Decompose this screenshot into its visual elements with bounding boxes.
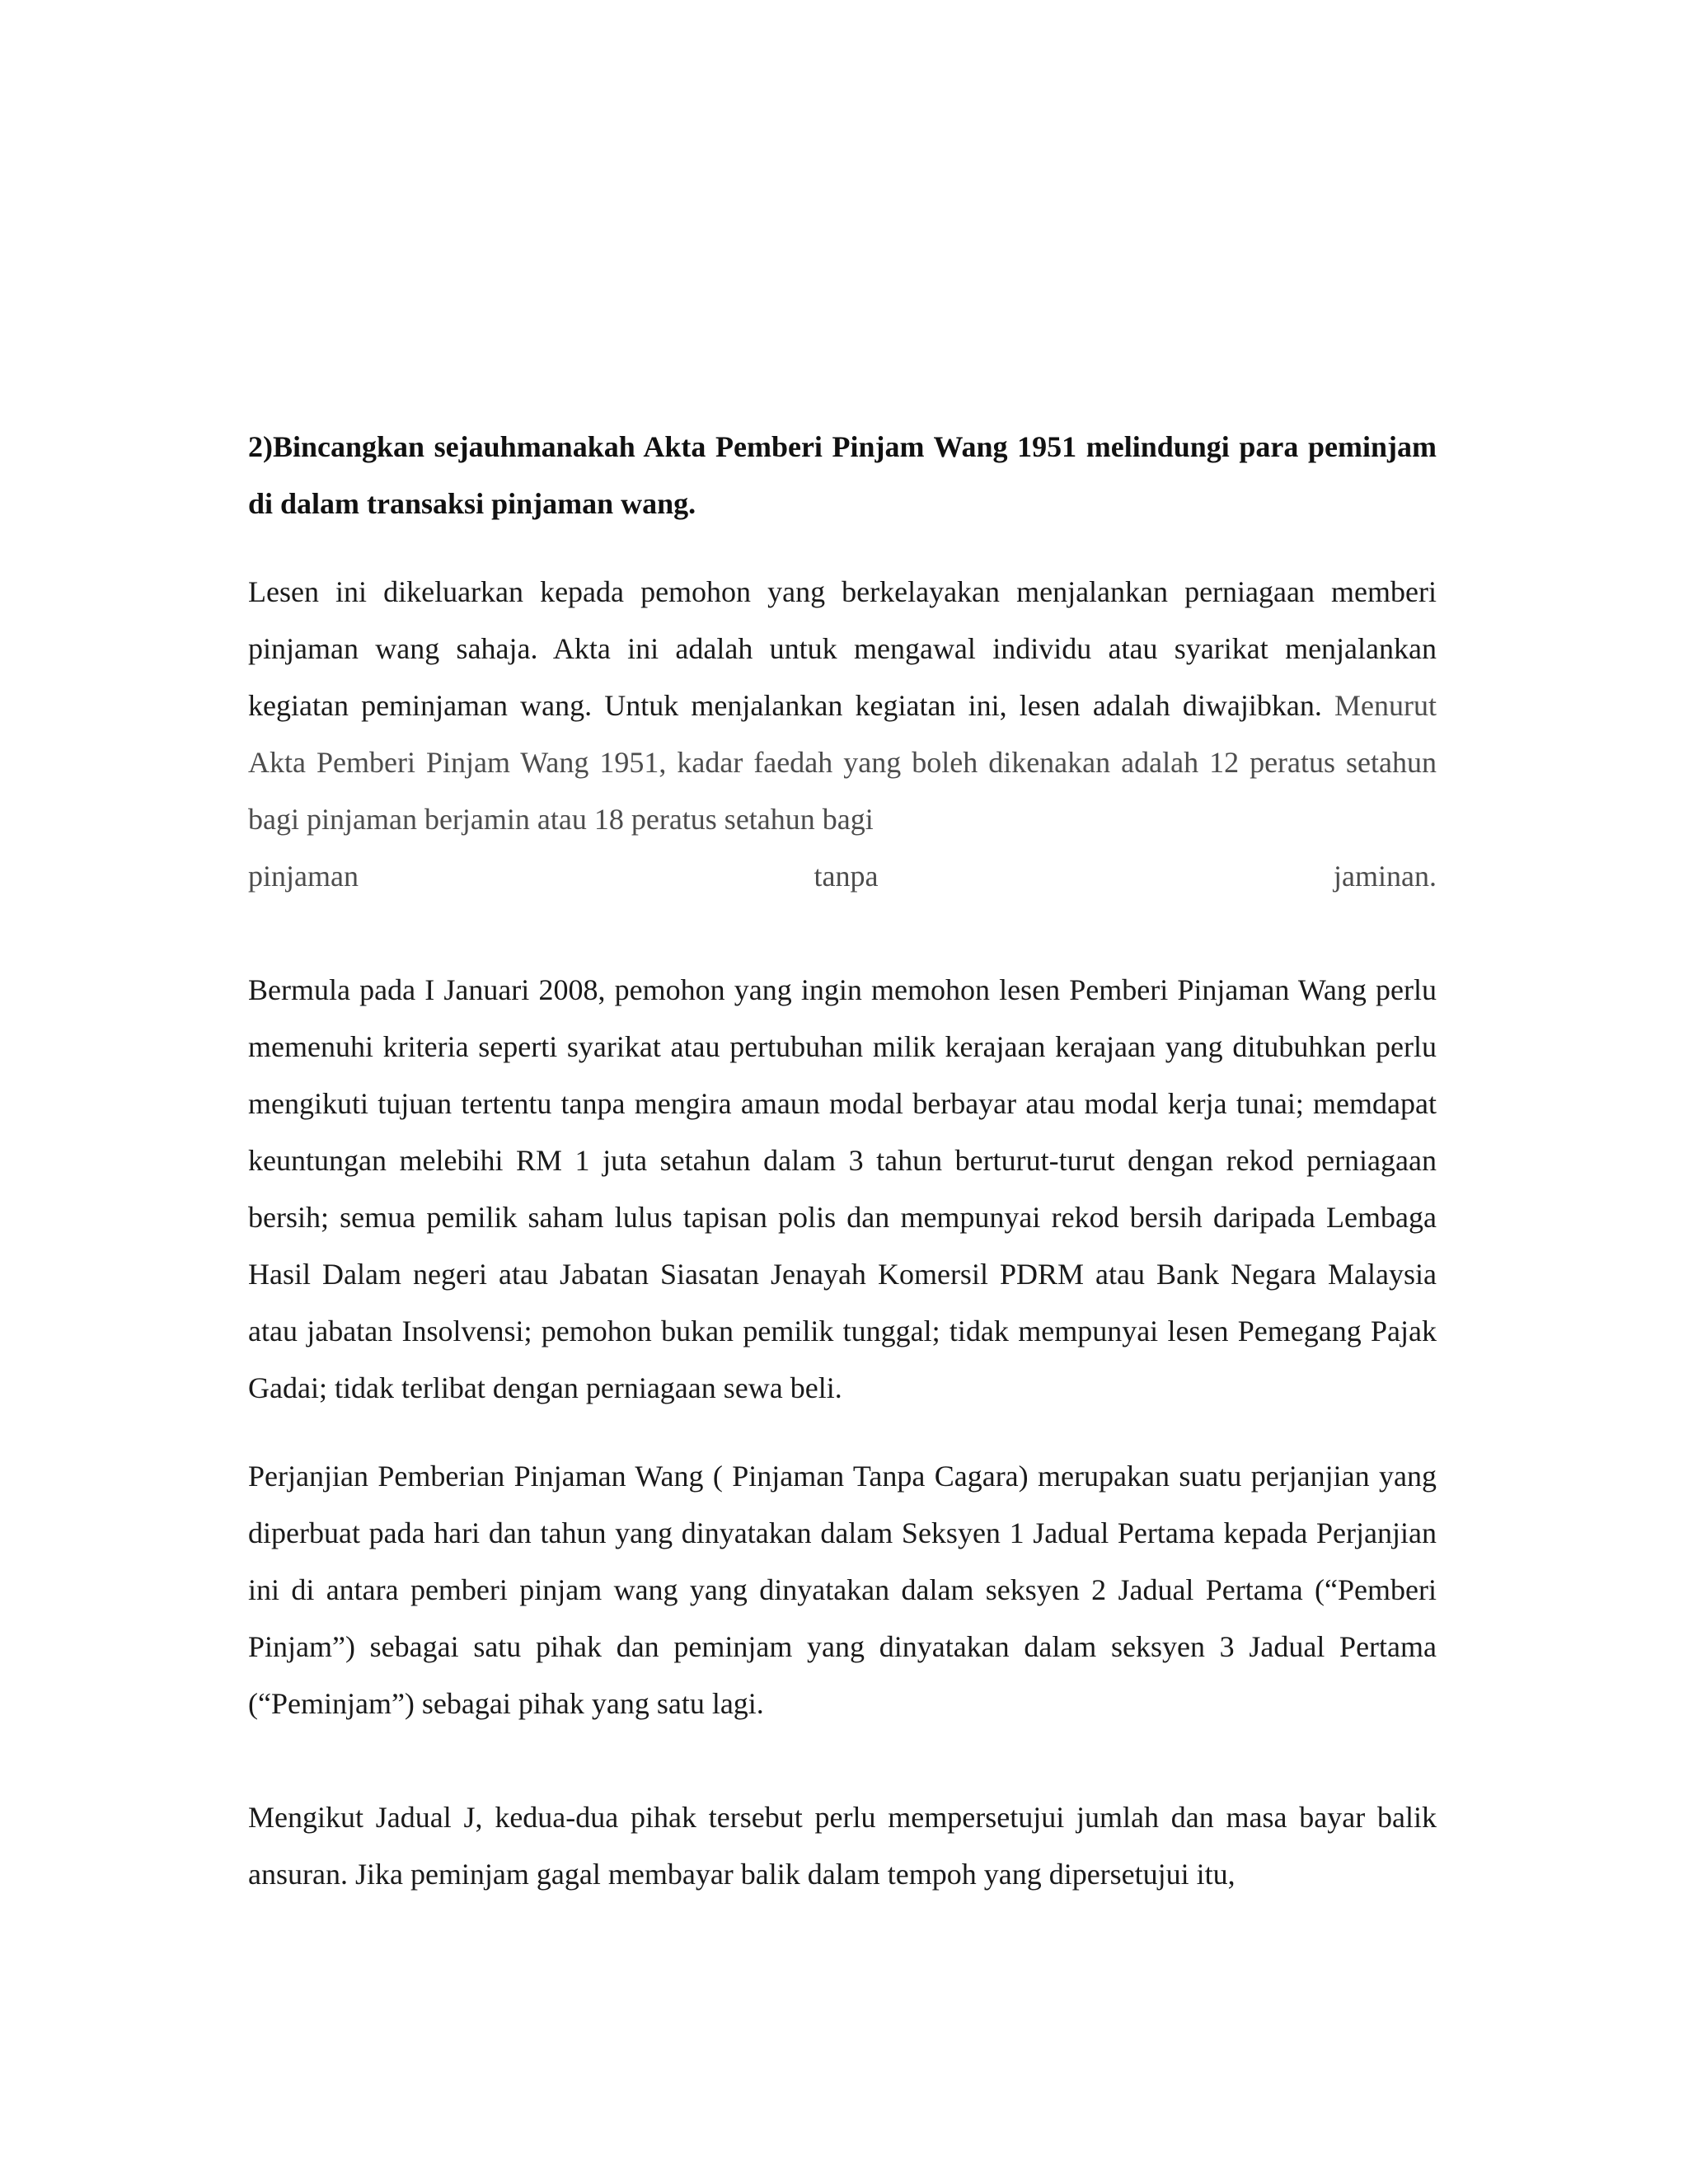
document-body [248,419,1437,1903]
paragraph-license-last-line: pinjaman tanpa jaminan. [248,860,1437,893]
paragraph-schedule-j: Mengikut Jadual J, kedua-dua pihak tersebut perlu mempersetujui jumlah dan masa bayar balik ansuran. Jika peminjam gagal membayar balik dalam tempoh yang dipersetujui itu, [248,1801,1437,1891]
paragraph-license-interest-rate: Menurut Akta Pemberi Pinjam Wang 1951, kadar faedah yang boleh dikenakan adalah 12 peratus setahun bagi pinjaman berjamin atau 18 peratus setahun bagi [248,689,1437,836]
paragraph-license [248,564,1437,905]
paragraph-license-main: Lesen ini dikeluarkan kepada pemohon yang berkelayakan menjalankan perniagaan memberi pinjaman wang sahaja. Akta ini adalah untuk mengawal individu atau syarikat menjalankan kegiatan peminjaman wang. Untuk menjalankan kegiatan ini, lesen adalah diwajibkan. [248,575,1437,722]
question-heading: 2)Bincangkan sejauhmanakah Akta Pemberi Pinjam Wang 1951 melindungi para peminjam di dalam transaksi pinjaman wang. [248,430,1437,520]
paragraph-criteria: Bermula pada I Januari 2008, pemohon yang ingin memohon lesen Pemberi Pinjaman Wang perlu memenuhi kriteria seperti syarikat atau pertubuhan milik kerajaan kerajaan yang ditubuhkan perlu mengikuti tujuan tertentu tanpa mengira amaun modal berbayar atau modal kerja tunai; memdapat keuntungan melebihi RM 1 juta setahun dalam 3 tahun berturut-turut dengan rekod perniagaan bersih; semua pemilik saham lulus tapisan polis dan mempunyai rekod bersih daripada Lembaga Hasil Dalam negeri atau Jabatan Siasatan Jenayah Komersil PDRM atau Bank Negara Malaysia atau jabatan Insolvensi; pemohon bukan pemilik tunggal; tidak mempunyai lesen Pemegang Pajak Gadai; tidak terlibat dengan perniagaan sewa beli. [248,973,1437,1404]
paragraph-agreement: Perjanjian Pemberian Pinjaman Wang ( Pinjaman Tanpa Cagara) merupakan suatu perjanjian yang diperbuat pada hari dan tahun yang dinyatakan dalam Seksyen 1 Jadual Pertama kepada Perjanjian ini di antara pemberi pinjam wang yang dinyatakan dalam seksyen 2 Jadual Pertama (“Pemberi Pinjam”) sebagai satu pihak dan peminjam yang dinyatakan dalam seksyen 3 Jadual Pertama (“Peminjam”) sebagai pihak yang satu lagi. [248,1460,1437,1720]
